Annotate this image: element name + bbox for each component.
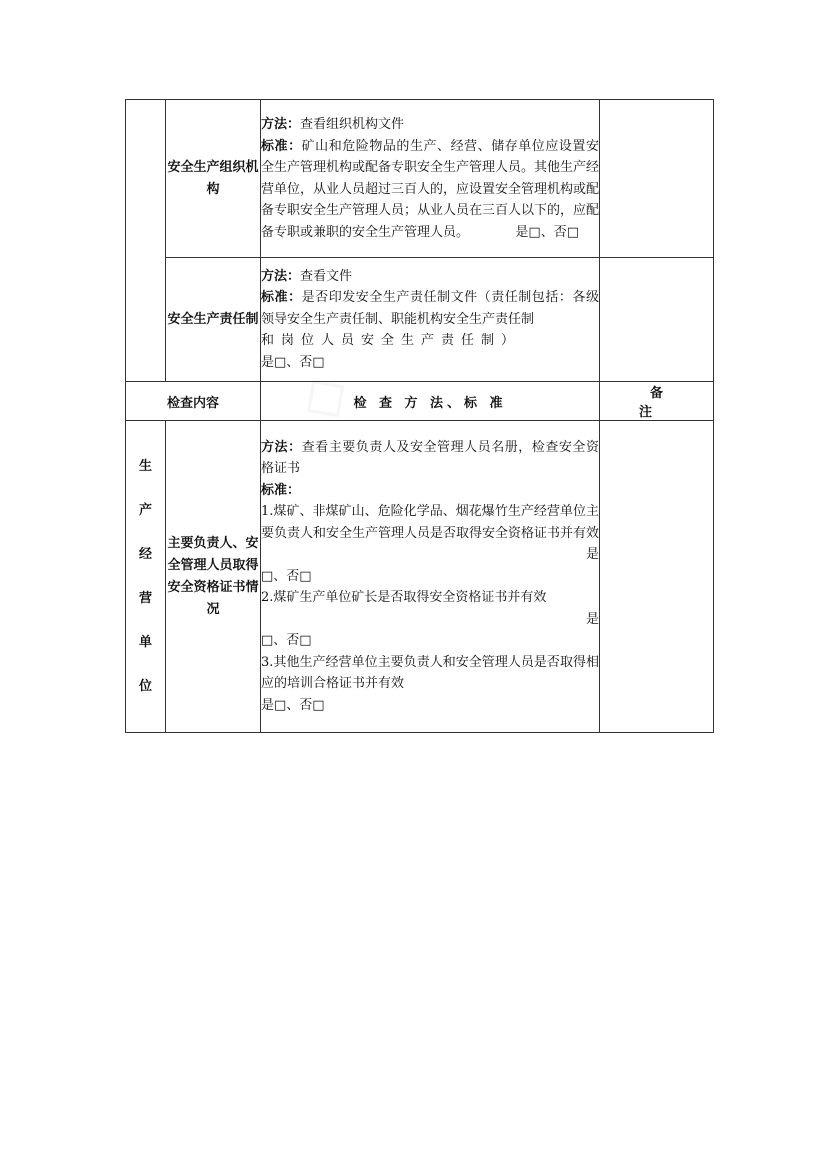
standard-label: 标准：: [261, 290, 302, 306]
standard-point-2: 2.煤矿生产单位矿长是否取得安全资格证书并有效: [261, 590, 547, 606]
category-char: 单: [138, 634, 152, 650]
standard-text: 是否印发安全生产责任制文件（责任制包括：各级领导安全生产责任制、职能机构安全生产责任制: [261, 290, 599, 327]
method-cell-org: [261, 100, 600, 258]
category-cell-top: [126, 100, 166, 382]
category-char: 经: [138, 546, 152, 562]
method-text: 查看文件: [300, 268, 353, 284]
table-row-org: [126, 100, 714, 258]
yes-label[interactable]: 是: [585, 547, 599, 563]
yes-label[interactable]: 是: [585, 611, 599, 627]
header-check-content: [126, 382, 261, 421]
category-cell: [126, 421, 166, 733]
header-method-label: 检 查 方 法、标 准: [353, 395, 507, 411]
no-checkbox[interactable]: □、否□: [261, 633, 312, 649]
yes-no-checkbox[interactable]: 是□、否□: [515, 224, 579, 240]
standard-text-spaced: 和岗位人员安全生产责任制）: [261, 333, 522, 349]
item-cell-qualification: [166, 421, 261, 733]
item-label-org: 安全生产组织机构: [167, 159, 259, 197]
standard-point-3: 3.其他生产经营单位主要负责人和安全管理人员是否取得相应的培训合格证书并有效: [261, 654, 599, 692]
method-cell-qualification: [261, 421, 600, 733]
standard-label: 标准：: [261, 138, 302, 154]
category-char: 营: [138, 590, 152, 606]
standard-text: 矿山和危险物品的生产、经营、储存单位应设置安全生产管理机构或配备专职安全生产管理人员。其他生产经营单位，从业人员超过三百人的，应设置安全管理机构或配备专职安全生产管理人员；从业人员在三百人以下的，应配备专职或兼职的安全生产管理人员。: [261, 138, 600, 240]
header-note: [600, 382, 714, 421]
method-text: 查看组织机构文件: [300, 117, 405, 132]
item-cell-resp: [166, 258, 261, 382]
yes-no-checkbox[interactable]: 是□、否□: [261, 697, 325, 713]
method-label: 方法：: [261, 268, 301, 284]
yes-no-checkbox[interactable]: 是□、否□: [261, 354, 325, 370]
category-label: [126, 456, 165, 698]
category-char: 产: [138, 502, 152, 518]
item-label-resp: 安全生产责任制: [167, 311, 259, 327]
method-label: 方法：: [261, 439, 302, 455]
item-cell-org: [166, 100, 261, 258]
standard-point-1: 1.煤矿、非煤矿山、危险化学品、烟花爆竹生产经营单位主要负责人和安全生产管理人员是否取得安全资格证书并有效: [261, 504, 600, 541]
inspection-table: [125, 99, 714, 733]
method-cell-resp: [261, 258, 600, 382]
header-method: [261, 382, 600, 421]
method-label: 方法：: [261, 117, 301, 132]
method-text: 查看主要负责人及安全管理人员名册，检查安全资格证书: [261, 439, 599, 477]
no-checkbox[interactable]: □、否□: [261, 568, 312, 584]
category-char: 位: [138, 678, 152, 694]
header-check-content-label: 检查内容: [166, 395, 219, 411]
note-cell-qualification[interactable]: [600, 421, 714, 733]
header-note-label: 备 注: [638, 386, 685, 420]
note-cell-resp[interactable]: [600, 258, 714, 382]
item-label-qualification: 主要负责人、安全管理人员取得安全资格证书情况: [167, 535, 259, 617]
category-char: 生: [138, 458, 152, 474]
note-cell-org[interactable]: [600, 100, 714, 258]
table-row-qualification: [126, 421, 714, 733]
table-header-row: [126, 382, 714, 421]
table-row-resp: [126, 258, 714, 382]
standard-label: 标准：: [261, 482, 301, 498]
